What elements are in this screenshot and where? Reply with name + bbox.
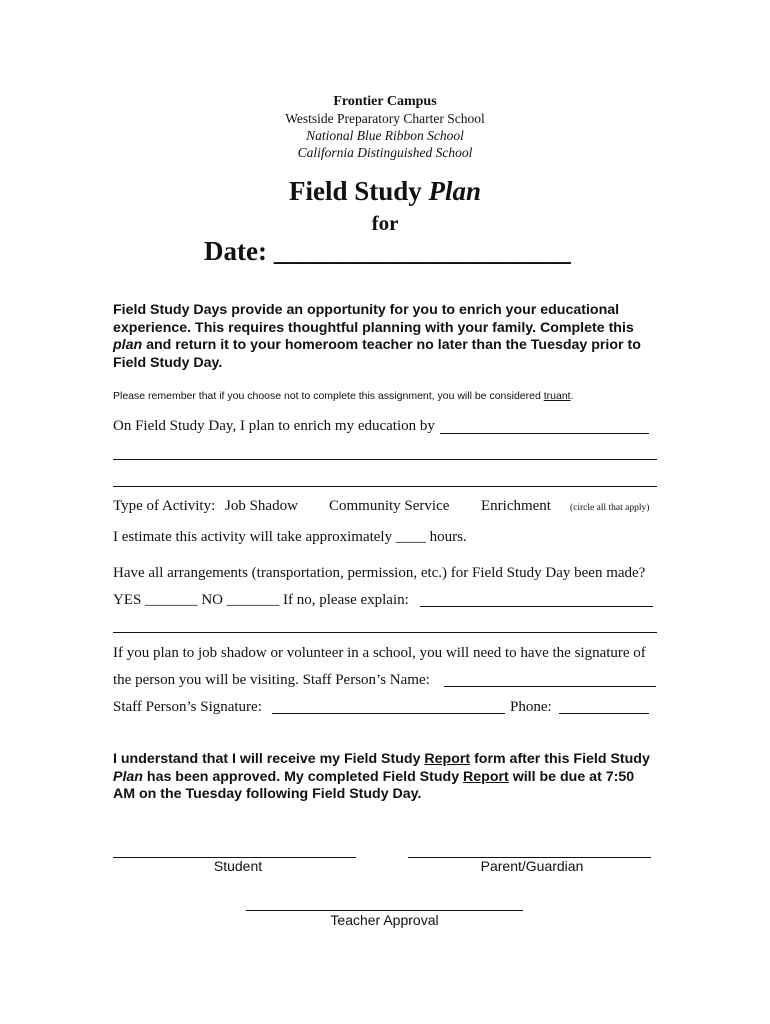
school-name: Westside Preparatory Charter School — [285, 111, 485, 126]
staff-name-line[interactable] — [444, 686, 656, 687]
staff-signature-line[interactable] — [272, 713, 505, 714]
intro-text-1: Field Study Days provide an opportunity for you to enrich your educational experience. This requires thoughtful planning with your family. Complete this — [113, 302, 634, 336]
phone-label: Phone: — [510, 699, 552, 715]
report-word-1: Report — [424, 751, 471, 767]
campus-name: Frontier Campus — [333, 94, 437, 109]
phone-line[interactable] — [559, 713, 649, 714]
closing-text-2: form after this Field Study — [470, 751, 650, 767]
title-for: for — [371, 211, 399, 235]
enrich-answer-line-3[interactable] — [113, 486, 657, 487]
report-word-2: Report — [463, 768, 509, 785]
closing-paragraph — [113, 751, 653, 804]
reminder-text: Please remember that if you choose not to complete this assignment, you will be considered — [113, 390, 544, 402]
yes-field[interactable]: _______ — [145, 592, 198, 608]
date-field[interactable]: ______________________ — [273, 236, 571, 266]
award-line-2: California Distinguished School — [297, 145, 473, 160]
staff-name-label: the person you will be visiting. Staff Person’s Name: — [113, 672, 430, 688]
option-community-service[interactable]: Community Service — [329, 498, 450, 514]
circle-note: (circle all that apply) — [570, 503, 650, 513]
closing-plan-word: Plan — [113, 768, 143, 785]
hours-line — [113, 529, 467, 546]
closing-text-4: will be due at 7:50 AM on the Tuesday following Field Study Day. — [113, 768, 635, 802]
title-text: Field Study — [288, 176, 429, 206]
option-enrichment[interactable]: Enrichment — [481, 498, 551, 514]
page-title — [0, 176, 770, 207]
reminder-note — [113, 390, 574, 402]
intro-text-2: and return it to your homeroom teacher no later than the Tuesday prior to Field Study Day. — [113, 337, 641, 371]
hours-field[interactable]: ____ — [395, 529, 426, 545]
explain-line-2[interactable] — [113, 632, 657, 633]
teacher-label: Teacher Approval — [330, 912, 439, 928]
staff-signature-label: Staff Person’s Signature: — [113, 699, 262, 715]
parent-label: Parent/Guardian — [480, 858, 584, 874]
intro-paragraph — [113, 302, 658, 372]
enrich-answer-line-2[interactable] — [113, 459, 657, 460]
no-label: NO — [201, 592, 224, 608]
date-label: Date: — [204, 236, 267, 266]
date-line — [204, 236, 571, 267]
option-job-shadow[interactable]: Job Shadow — [225, 498, 298, 514]
student-label: Student — [213, 858, 263, 874]
shadow-instructions: If you plan to job shadow or volunteer in a school, you will need to have the signature of — [113, 645, 646, 661]
teacher-signature-line[interactable] — [246, 910, 523, 911]
enrich-prompt: On Field Study Day, I plan to enrich my education by — [113, 418, 435, 434]
hours-suffix: hours. — [425, 529, 467, 545]
hours-text: I estimate this activity will take approximately — [113, 529, 396, 545]
enrich-answer-line-1[interactable] — [440, 433, 649, 434]
activity-label: Type of Activity: — [113, 498, 216, 514]
truant-word: truant — [543, 390, 571, 402]
explain-line-1[interactable] — [420, 606, 653, 607]
closing-text-1: I understand that I will receive my Field Study — [113, 751, 425, 767]
explain-label: If no, please explain: — [283, 592, 409, 608]
no-field[interactable]: _______ — [226, 592, 280, 608]
reminder-period: . — [570, 390, 574, 402]
yes-no-line — [113, 592, 409, 609]
title-plan-word: Plan — [428, 176, 482, 206]
award-line-1: National Blue Ribbon School — [306, 128, 464, 143]
yes-label: YES — [113, 592, 142, 608]
closing-text-3: has been approved. My completed Field Study — [142, 768, 464, 785]
arrangements-question: Have all arrangements (transportation, permission, etc.) for Field Study Day been made? — [113, 565, 646, 581]
intro-plan-word: plan — [113, 337, 143, 353]
